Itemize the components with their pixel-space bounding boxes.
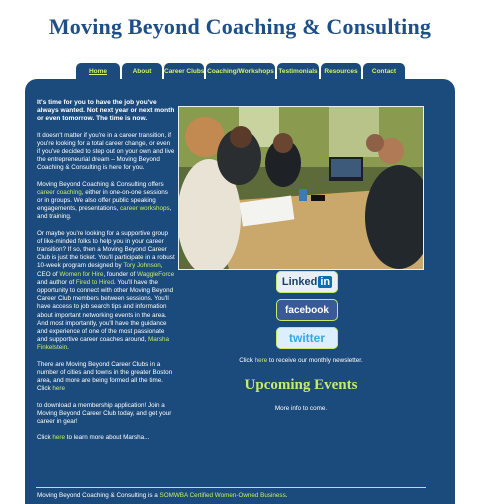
footer-line bbox=[37, 492, 287, 499]
upcoming-events-text: More info to come. bbox=[274, 405, 328, 412]
intro-paragraph-career-club bbox=[37, 230, 175, 353]
tab-about-label: About bbox=[132, 68, 152, 75]
tab-testimonials[interactable] bbox=[277, 63, 319, 80]
club-text-b: , CEO of bbox=[37, 262, 163, 278]
team-meeting-illustration bbox=[179, 107, 423, 269]
site-title: Moving Beyond Coaching & Consulting bbox=[48, 14, 432, 39]
tab-home[interactable] bbox=[76, 63, 120, 80]
newsletter-here-link[interactable]: here bbox=[254, 357, 268, 364]
fired-to-hired-link[interactable]: Fired to Hired bbox=[75, 278, 115, 286]
newsletter-text-a: Click bbox=[239, 357, 255, 364]
tab-coaching-workshops-label: Coaching/Workshops bbox=[207, 68, 274, 75]
membership-here-link[interactable]: here bbox=[52, 385, 66, 393]
upcoming-events-heading: Upcoming Events bbox=[244, 377, 358, 393]
intro-paragraph-download: to download a membership application! Join a Moving Beyond Career Club today, and get your career in gear! bbox=[37, 401, 172, 425]
content-panel bbox=[25, 79, 455, 504]
career-coaching-link[interactable]: career coaching bbox=[37, 188, 82, 196]
women-for-hire-link[interactable]: Women for Hire bbox=[59, 270, 104, 278]
club-text-f: . bbox=[67, 344, 69, 352]
waggleforce-link[interactable]: WaggleForce bbox=[137, 270, 175, 278]
tab-career-clubs-label: Career Clubs bbox=[164, 68, 204, 75]
tab-about[interactable] bbox=[122, 63, 162, 80]
facebook-button[interactable] bbox=[276, 299, 338, 321]
career-workshops-link[interactable]: career workshops bbox=[119, 205, 170, 213]
footer-divider bbox=[36, 487, 426, 488]
tab-resources[interactable] bbox=[321, 63, 361, 80]
team-meeting-photo bbox=[178, 106, 424, 270]
club-text-d: and author of bbox=[37, 278, 76, 286]
marsha-text-a: Click bbox=[37, 434, 53, 442]
tab-coaching-workshops[interactable] bbox=[206, 63, 275, 80]
linkedin-text: Linked bbox=[281, 276, 318, 288]
marsha-text-b: to learn more about Marsha... bbox=[65, 434, 150, 442]
tab-testimonials-label: Testimonials bbox=[278, 68, 318, 75]
club-text-c: , founder of bbox=[103, 270, 137, 278]
tab-contact[interactable] bbox=[363, 63, 405, 80]
tab-contact-label: Contact bbox=[371, 68, 397, 75]
intro-column bbox=[37, 99, 175, 450]
linkedin-button[interactable] bbox=[276, 271, 338, 293]
club-text-e: . You'll have the opportunity to connect with other Moving Beyond Career Club members between sessions. You'll have access to job search tips and information about important networking events in the area. And most importantly, you'll have the guidance and experience of one of the most passionate and supportive career coaches around, bbox=[37, 278, 174, 344]
somwba-link[interactable]: SOMWBA Certified Women-Owned Business bbox=[159, 492, 286, 499]
facebook-icon: facebook bbox=[285, 304, 329, 316]
footer-text-b: . bbox=[285, 492, 288, 499]
intro-paragraph-marsha bbox=[37, 434, 175, 442]
locations-text: There are Moving Beyond Career Clubs in a number of cities and towns in the greater Boston area, and more are being formed all the time. Click bbox=[37, 360, 173, 393]
twitter-button[interactable] bbox=[276, 327, 338, 349]
intro-lead: It's time for you to have the job you've always wanted. Not next year or next month or even tomorrow. The time is now. bbox=[37, 99, 175, 123]
footer-text-a: Moving Beyond Coaching & Consulting is a bbox=[37, 492, 160, 499]
intro-paragraph-transition: It doesn't matter if you're in a career transition, if you're looking for a total career change, or even if you've decided to step out on your own and live the entrepreneurial dream – Moving Beyond Coaching & Consulting is here for you. bbox=[37, 131, 175, 172]
marsha-finkelstein-link[interactable]: Marsha Finkelstein bbox=[37, 336, 169, 352]
linkedin-icon: in bbox=[320, 276, 331, 288]
services-text-c: , and training. bbox=[37, 205, 172, 221]
tab-home-label: Home bbox=[88, 68, 108, 75]
club-text-a: Or maybe you're looking for a supportive group of like-minded folks to help you in your career transition? If so, then a Moving Beyond Career Club is just the ticket. You'll participate in a robust 10-week program designed by bbox=[37, 229, 175, 270]
newsletter-text-b: to receive our monthly newsletter. bbox=[267, 357, 363, 364]
marsha-here-link[interactable]: here bbox=[52, 434, 66, 442]
tab-resources-label: Resources bbox=[324, 68, 358, 75]
intro-paragraph-services bbox=[37, 181, 175, 222]
tory-johnson-link[interactable]: Tory Johnson bbox=[123, 262, 161, 270]
intro-paragraph-locations bbox=[37, 361, 175, 394]
services-text-b: , either in one-on-one sessions or in groups. We also offer public speaking engagements, presentations, bbox=[37, 188, 168, 213]
tab-career-clubs[interactable] bbox=[164, 63, 204, 80]
twitter-icon: twitter bbox=[289, 331, 325, 345]
services-text-a: Moving Beyond Coaching & Consulting offers bbox=[37, 180, 164, 188]
newsletter-line bbox=[179, 357, 423, 364]
